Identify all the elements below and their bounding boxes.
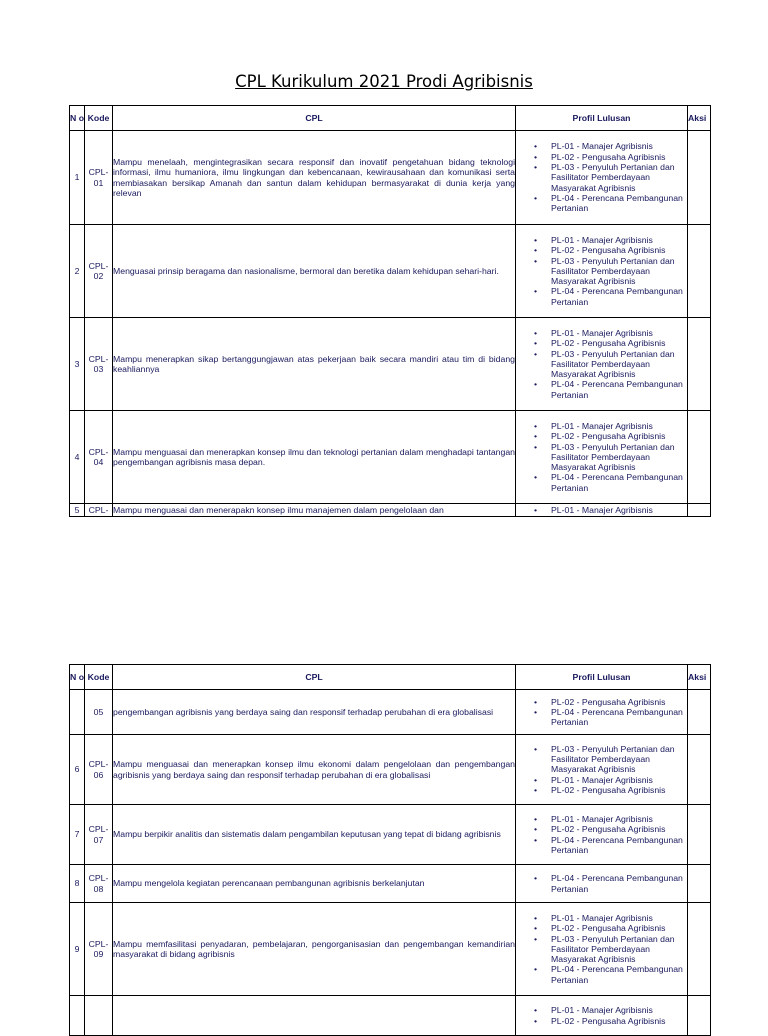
aksi-cell xyxy=(688,996,711,1036)
row-number: 1 xyxy=(70,131,85,225)
table-header-row xyxy=(70,665,711,690)
aksi-cell xyxy=(688,903,711,996)
cpl-table-page-1 xyxy=(69,105,711,517)
profil-lulusan-item: • PL-02 - Pengusaha Agribisnis xyxy=(516,152,687,162)
table-row xyxy=(70,225,711,318)
cpl-description: pengembangan agribisnis yang berdaya saing dan responsif terhadap perubahan di era globalisasi xyxy=(113,690,516,735)
header-aksi: Aksi xyxy=(688,665,711,690)
profil-lulusan-item: • PL-01 - Manajer Agribisnis xyxy=(516,913,687,923)
cpl-code: CPL-08 xyxy=(85,865,113,903)
header-no: N o xyxy=(70,665,85,690)
profil-lulusan-cell xyxy=(516,865,688,903)
profil-lulusan-item: • PL-02 - Pengusaha Agribisnis xyxy=(516,785,687,795)
profil-lulusan-cell xyxy=(516,318,688,411)
aksi-cell xyxy=(688,504,711,517)
table-row xyxy=(70,504,711,517)
profil-lulusan-item: • PL-02 - Pengusaha Agribisnis xyxy=(516,431,687,441)
profil-lulusan-cell xyxy=(516,225,688,318)
table-row xyxy=(70,865,711,903)
row-number: 4 xyxy=(70,411,85,504)
cpl-description xyxy=(113,996,516,1036)
cpl-code: CPL-09 xyxy=(85,903,113,996)
table-row xyxy=(70,735,711,805)
profil-lulusan-cell xyxy=(516,903,688,996)
table-body-page-2 xyxy=(70,690,711,1036)
table-row xyxy=(70,805,711,865)
profil-lulusan-item: • PL-03 - Penyuluh Pertanian dan Fasilitator Pemberdayaan Masyarakat Agribisnis xyxy=(516,349,687,380)
table-row xyxy=(70,690,711,735)
profil-lulusan-item: • PL-01 - Manajer Agribisnis xyxy=(516,235,687,245)
profil-lulusan-item: • PL-04 - Perencana Pembangunan Pertanian xyxy=(516,707,687,728)
cpl-code: CPL-04 xyxy=(85,411,113,504)
cpl-description: Mampu menelaah, mengintegrasikan secara responsif dan inovatif pengetahuan bidang teknologi informasi, ilmu humaniora, ilmu lingkungan dan kebencanaan, kewirausahaan dan komunikasi serta membiasakan bersikap Amanah dan santun dalam kehidupan bermasyarakat di dunia kerja yang relevan xyxy=(113,131,516,225)
aksi-cell xyxy=(688,318,711,411)
cpl-code: CPL-03 xyxy=(85,318,113,411)
profil-lulusan-item: • PL-04 - Perencana Pembangunan Pertanian xyxy=(516,873,687,894)
cpl-description: Mampu menguasai dan menerapkan konsep ilmu ekonomi dalam pengelolaan dan pengembangan agribisnis yang berdaya saing dan responsif terhadap perubahan di era globalisasi xyxy=(113,735,516,805)
profil-lulusan-list xyxy=(516,328,687,400)
header-kode: Kode xyxy=(85,106,113,131)
profil-lulusan-cell xyxy=(516,805,688,865)
profil-lulusan-list xyxy=(516,505,687,515)
page-title: CPL Kurikulum 2021 Prodi Agribisnis xyxy=(235,72,533,91)
table-header-row xyxy=(70,106,711,131)
header-cpl: CPL xyxy=(113,106,516,131)
profil-lulusan-item: • PL-03 - Penyuluh Pertanian dan Fasilitator Pemberdayaan Masyarakat Agribisnis xyxy=(516,744,687,775)
profil-lulusan-cell xyxy=(516,504,688,517)
aksi-cell xyxy=(688,735,711,805)
profil-lulusan-list xyxy=(516,873,687,894)
cpl-description: Mampu mengelola kegiatan perencanaan pembangunan agribisnis berkelanjutan xyxy=(113,865,516,903)
profil-lulusan-item: • PL-02 - Pengusaha Agribisnis xyxy=(516,923,687,933)
profil-lulusan-item: • PL-01 - Manajer Agribisnis xyxy=(516,505,687,515)
cpl-code: CPL-02 xyxy=(85,225,113,318)
aksi-cell xyxy=(688,865,711,903)
cpl-description: Mampu berpikir analitis dan sistematis dalam pengambilan keputusan yang tepat di bidang agribisnis xyxy=(113,805,516,865)
profil-lulusan-cell xyxy=(516,735,688,805)
profil-lulusan-item: • PL-03 - Penyuluh Pertanian dan Fasilitator Pemberdayaan Masyarakat Agribisnis xyxy=(516,256,687,287)
cpl-code: CPL-01 xyxy=(85,131,113,225)
profil-lulusan-item: • PL-01 - Manajer Agribisnis xyxy=(516,141,687,151)
profil-lulusan-list xyxy=(516,235,687,307)
profil-lulusan-item: • PL-01 - Manajer Agribisnis xyxy=(516,775,687,785)
profil-lulusan-cell xyxy=(516,411,688,504)
profil-lulusan-list xyxy=(516,697,687,728)
cpl-description: Mampu memfasilitasi penyadaran, pembelajaran, pengorganisasian dan pengembangan kemandirian masyarakat di bidang agribisnis xyxy=(113,903,516,996)
profil-lulusan-list xyxy=(516,744,687,795)
profil-lulusan-list xyxy=(516,141,687,213)
row-number: 3 xyxy=(70,318,85,411)
table-row xyxy=(70,131,711,225)
row-number xyxy=(70,996,85,1036)
table-row xyxy=(70,996,711,1036)
profil-lulusan-item: • PL-01 - Manajer Agribisnis xyxy=(516,328,687,338)
cpl-table-page-2 xyxy=(69,664,711,1036)
profil-lulusan-item: • PL-02 - Pengusaha Agribisnis xyxy=(516,245,687,255)
profil-lulusan-list xyxy=(516,913,687,985)
cpl-code xyxy=(85,996,113,1036)
header-aksi: Aksi xyxy=(688,106,711,131)
profil-lulusan-item: • PL-04 - Perencana Pembangunan Pertanian xyxy=(516,835,687,856)
row-number: 6 xyxy=(70,735,85,805)
table-body-page-1 xyxy=(70,131,711,517)
profil-lulusan-list xyxy=(516,421,687,493)
cpl-description: Mampu menerapkan sikap bertanggungjawan atas pekerjaan baik secara mandiri atau tim di bidang keahliannya xyxy=(113,318,516,411)
profil-lulusan-item: • PL-03 - Penyuluh Pertanian dan Fasilitator Pemberdayaan Masyarakat Agribisnis xyxy=(516,442,687,473)
profil-lulusan-item: • PL-04 - Perencana Pembangunan Pertanian xyxy=(516,964,687,985)
aksi-cell xyxy=(688,805,711,865)
table-row xyxy=(70,903,711,996)
row-number: 8 xyxy=(70,865,85,903)
header-profil-lulusan: Profil Lulusan xyxy=(516,106,688,131)
header-no: N o xyxy=(70,106,85,131)
cpl-description: Mampu menguasai dan menerapkan konsep ilmu dan teknologi pertanian dalam menghadapi tantangan pengembangan agribisnis masa depan. xyxy=(113,411,516,504)
aksi-cell xyxy=(688,225,711,318)
table-row xyxy=(70,411,711,504)
profil-lulusan-item: • PL-04 - Perencana Pembangunan Pertanian xyxy=(516,286,687,307)
table-row xyxy=(70,318,711,411)
aksi-cell xyxy=(688,690,711,735)
row-number xyxy=(70,690,85,735)
header-profil-lulusan: Profil Lulusan xyxy=(516,665,688,690)
profil-lulusan-cell xyxy=(516,690,688,735)
profil-lulusan-item: • PL-02 - Pengusaha Agribisnis xyxy=(516,338,687,348)
profil-lulusan-item: • PL-04 - Perencana Pembangunan Pertanian xyxy=(516,193,687,214)
aksi-cell xyxy=(688,131,711,225)
row-number: 9 xyxy=(70,903,85,996)
cpl-description: Menguasai prinsip beragama dan nasionalisme, bermoral dan beretika dalam kehidupan sehari-hari. xyxy=(113,225,516,318)
profil-lulusan-cell xyxy=(516,996,688,1036)
profil-lulusan-cell xyxy=(516,131,688,225)
profil-lulusan-item: • PL-04 - Perencana Pembangunan Pertanian xyxy=(516,472,687,493)
profil-lulusan-item: • PL-02 - Pengusaha Agribisnis xyxy=(516,824,687,834)
row-number: 5 xyxy=(70,504,85,517)
row-number: 7 xyxy=(70,805,85,865)
profil-lulusan-item: • PL-01 - Manajer Agribisnis xyxy=(516,421,687,431)
cpl-code: CPL- xyxy=(85,504,113,517)
row-number: 2 xyxy=(70,225,85,318)
profil-lulusan-item: • PL-01 - Manajer Agribisnis xyxy=(516,814,687,824)
profil-lulusan-item: • PL-04 - Perencana Pembangunan Pertanian xyxy=(516,379,687,400)
cpl-code: 05 xyxy=(85,690,113,735)
header-cpl: CPL xyxy=(113,665,516,690)
profil-lulusan-item: • PL-03 - Penyuluh Pertanian dan Fasilitator Pemberdayaan Masyarakat Agribisnis xyxy=(516,934,687,965)
cpl-description: Mampu menguasai dan menerapakn konsep ilmu manajemen dalam pengelolaan dan xyxy=(113,504,516,517)
profil-lulusan-item: • PL-01 - Manajer Agribisnis xyxy=(516,1005,687,1015)
profil-lulusan-list xyxy=(516,814,687,855)
profil-lulusan-item: • PL-02 - Pengusaha Agribisnis xyxy=(516,697,687,707)
cpl-code: CPL-06 xyxy=(85,735,113,805)
profil-lulusan-item: • PL-02 - Pengusaha Agribisnis xyxy=(516,1016,687,1026)
profil-lulusan-list xyxy=(516,1005,687,1026)
aksi-cell xyxy=(688,411,711,504)
profil-lulusan-item: • PL-03 - Penyuluh Pertanian dan Fasilitator Pemberdayaan Masyarakat Agribisnis xyxy=(516,162,687,193)
header-kode: Kode xyxy=(85,665,113,690)
cpl-code: CPL-07 xyxy=(85,805,113,865)
